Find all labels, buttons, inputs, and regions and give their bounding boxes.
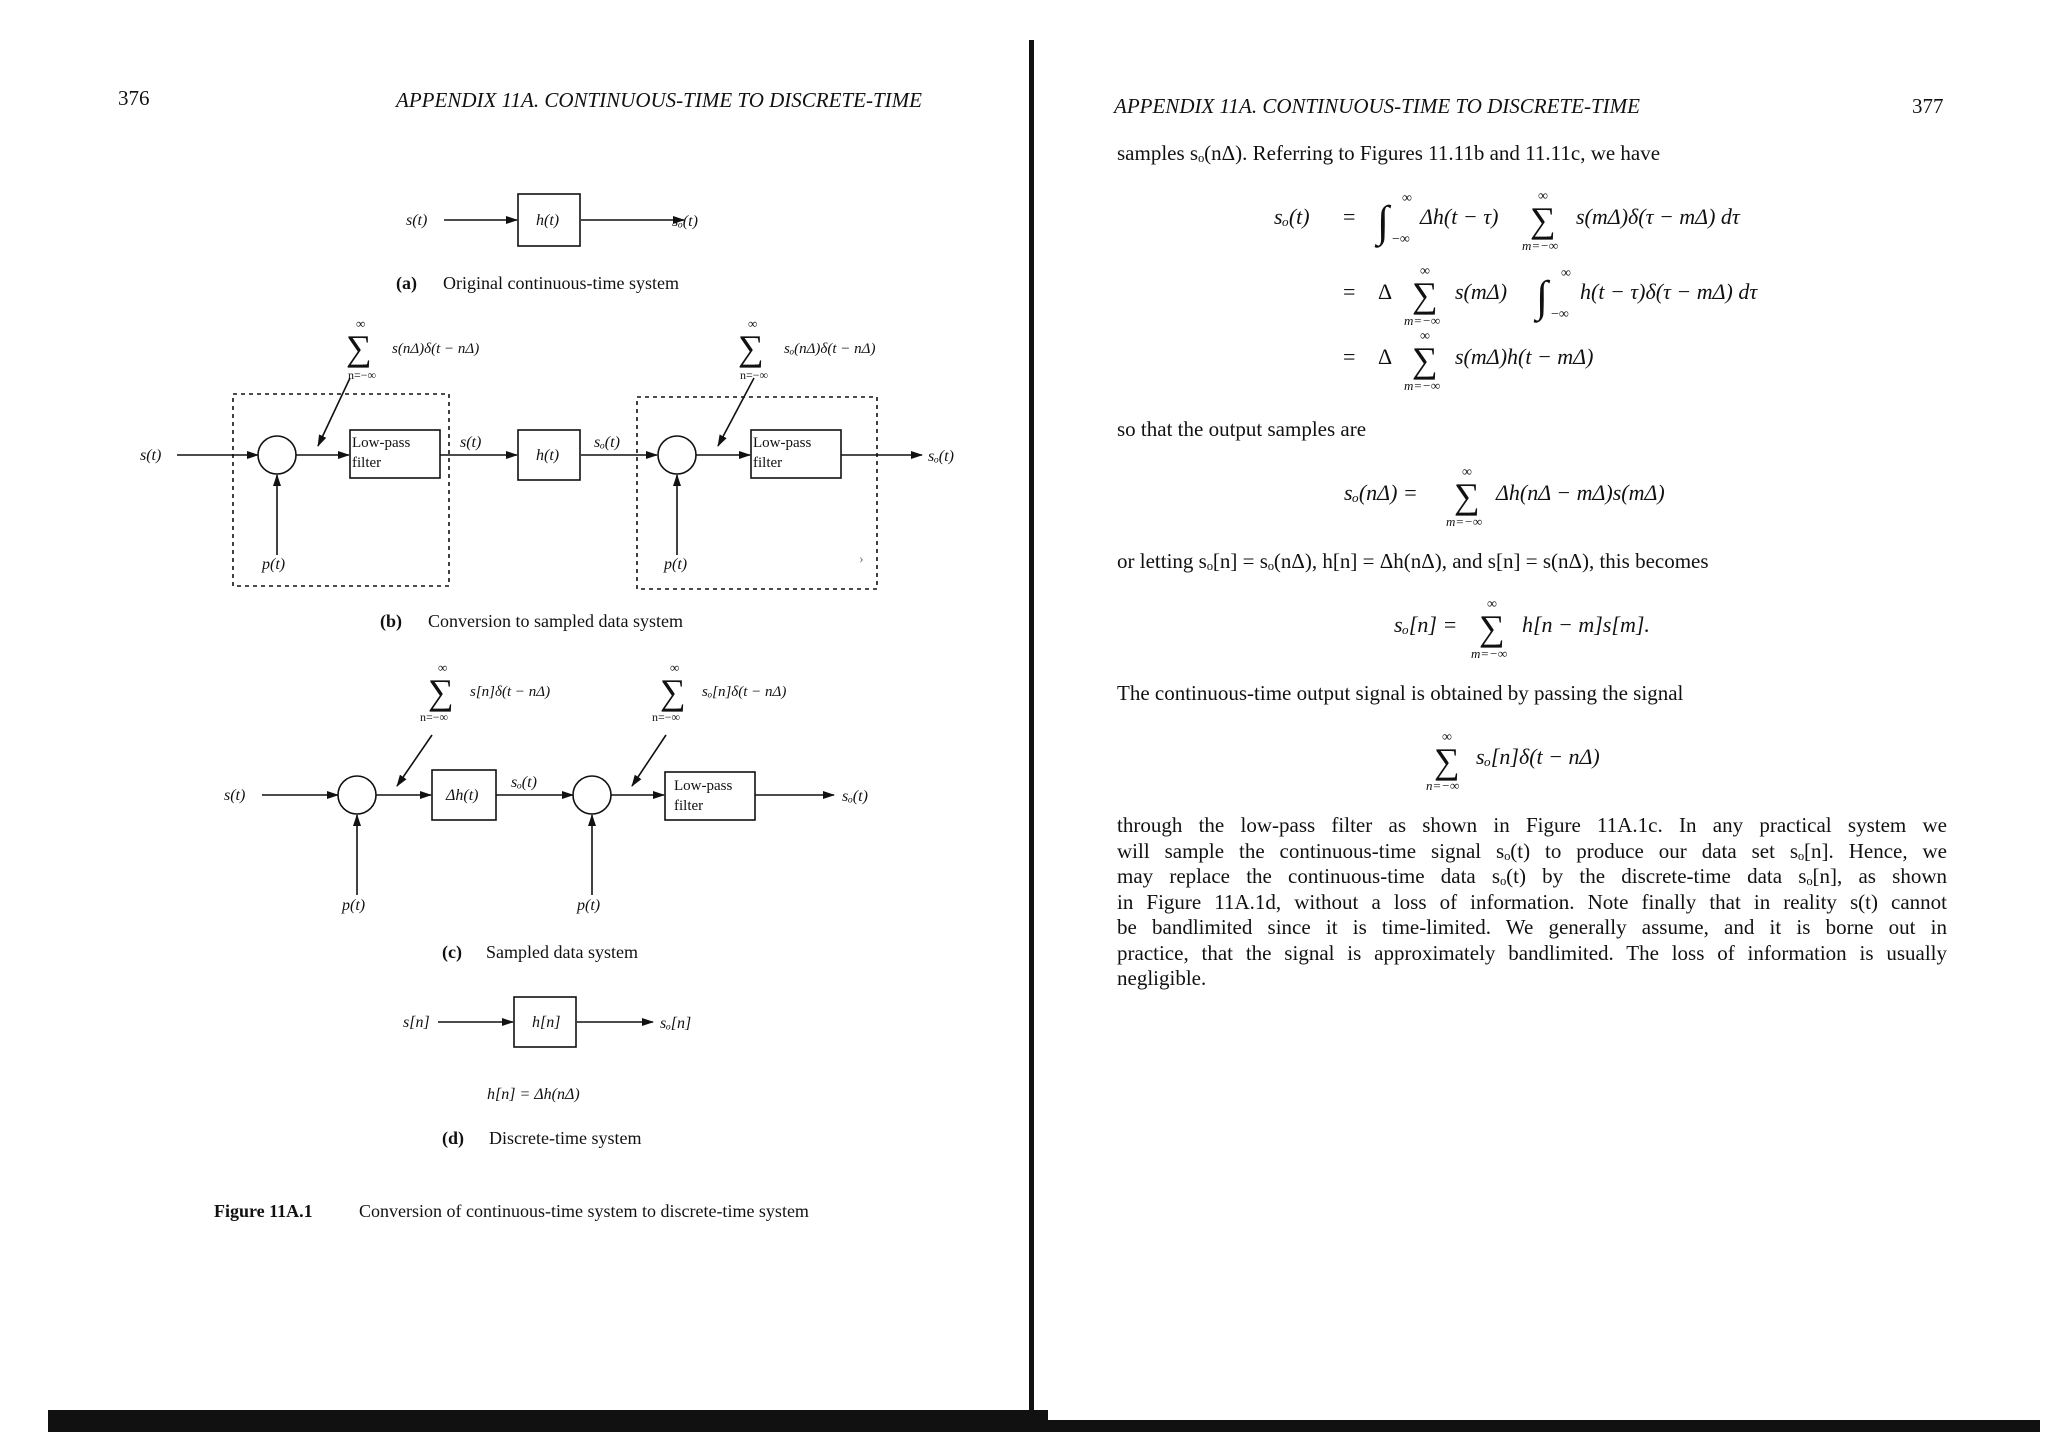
eq3-lhs: sₒ[n] = <box>1394 612 1458 637</box>
eq4-sum-upper: ∞ <box>1442 730 1452 745</box>
eq1-sum1-lower: m=−∞ <box>1522 238 1559 253</box>
equation-1 <box>1180 180 1820 405</box>
c-label: (c) <box>442 942 462 962</box>
eq2-sum-upper: ∞ <box>1462 465 1472 480</box>
a-output-label: sₒ(t) <box>672 213 698 230</box>
svg-text:›: › <box>859 552 864 567</box>
eq3-sum-upper: ∞ <box>1487 597 1497 612</box>
d-relation: h[n] = Δh(nΔ) <box>487 1086 580 1103</box>
para-5-line-7: negligible. <box>1117 966 1207 990</box>
a-block-label: h(t) <box>536 212 560 229</box>
b-lpf1-line1: Low-pass <box>352 435 411 451</box>
c-caption: Sampled data system <box>486 942 638 962</box>
para-5-line-3: may replace the continuous-time data sₒ(t) by the discrete-time data sₒ[n], as shown <box>1117 864 1947 888</box>
eq3-sum-lower: m=−∞ <box>1471 646 1508 661</box>
para-1: samples sₒ(nΔ). Referring to Figures 11.11b and 11.11c, we have <box>1117 141 1661 165</box>
scan-edge-bottom <box>48 1420 2040 1432</box>
right-running-head: APPENDIX 11A. CONTINUOUS-TIME TO DISCRETE-TIME <box>1114 94 1640 118</box>
c-sum1-sigma: ∑ <box>428 672 454 712</box>
eq1-eq2: = <box>1343 279 1356 304</box>
eq1-eq1: = <box>1343 204 1356 229</box>
figure-label: Figure 11A.1 <box>214 1201 313 1221</box>
equation-3 <box>1340 588 1700 668</box>
b-sum2-term: sₒ(nΔ)δ(t − nΔ) <box>784 341 876 357</box>
para-3: or letting sₒ[n] = sₒ(nΔ), h[n] = Δh(nΔ), and s[n] = s(nΔ), this becomes <box>1117 549 1709 573</box>
d-caption: Discrete-time system <box>489 1128 642 1148</box>
b-sum1-lower: n=−∞ <box>348 368 377 382</box>
c-input-label: s(t) <box>224 787 246 804</box>
eq4-sum-lower: n=−∞ <box>1426 778 1460 793</box>
b-output-label: sₒ(t) <box>928 448 954 465</box>
eq1-sum2-sigma: ∑ <box>1412 275 1438 315</box>
b-pulse-2: p(t) <box>664 556 688 573</box>
eq1-sum3-lower: m=−∞ <box>1404 378 1441 393</box>
b-lpf2-line2: filter <box>753 455 783 471</box>
eq1-l1-sumterm: s(mΔ)δ(τ − mΔ) dτ <box>1576 204 1740 229</box>
c-pulse-1: p(t) <box>342 897 366 914</box>
para-5-line-5: be bandlimited since it is time-limited. We generally assume, and it is borne out in <box>1117 915 1947 939</box>
equation-4 <box>1420 720 1680 800</box>
eq1-l2-integrand: h(t − τ)δ(τ − mΔ) dτ <box>1580 279 1758 304</box>
eq2-term: Δh(nΔ − mΔ)s(mΔ) <box>1496 480 1665 505</box>
para-5-line-6: practice, that the signal is approximately bandlimited. The loss of information is usually <box>1117 940 1947 965</box>
eq1-sum2-lower: m=−∞ <box>1404 313 1441 328</box>
eq1-int1: ∫ <box>1377 197 1390 246</box>
c-output-label: sₒ(t) <box>842 788 868 805</box>
eq1-lhs: sₒ(t) <box>1274 204 1310 229</box>
a-label: (a) <box>396 273 417 293</box>
b-label: (b) <box>380 611 402 631</box>
c-block-label: Δh(t) <box>446 787 479 804</box>
b-sum1-term: s(nΔ)δ(t − nΔ) <box>392 341 480 357</box>
d-label: (d) <box>442 1128 464 1148</box>
eq1-l3-delta: Δ <box>1378 344 1393 369</box>
eq1-sum3-upper: ∞ <box>1420 329 1430 344</box>
b-multiplier-1 <box>258 436 296 474</box>
scan-edge-bottom-left <box>48 1410 1048 1420</box>
left-running-head: APPENDIX 11A. CONTINUOUS-TIME TO DISCRETE-TIME <box>396 88 922 112</box>
b-sum2-upper: ∞ <box>748 316 758 331</box>
eq1-int2-lower: −∞ <box>1551 307 1569 322</box>
c-multiplier-2 <box>573 776 611 814</box>
b-block-label: h(t) <box>536 447 560 464</box>
d-block-label: h[n] <box>532 1014 561 1031</box>
b-lpf1-line2: filter <box>352 455 382 471</box>
b-out-signal: sₒ(t) <box>594 434 620 451</box>
eq3-sigma: ∑ <box>1479 608 1505 648</box>
d-output-label: sₒ[n] <box>660 1015 692 1032</box>
c-pulse-2: p(t) <box>577 897 601 914</box>
c-sum1-term: s[n]δ(t − nΔ) <box>470 684 551 700</box>
c-sum2-upper: ∞ <box>670 660 680 675</box>
eq1-int2-upper: ∞ <box>1561 266 1571 281</box>
eq1-sum3-sigma: ∑ <box>1412 340 1438 380</box>
c-multiplier-1 <box>338 776 376 814</box>
eq1-sum1-upper: ∞ <box>1538 189 1548 204</box>
a-caption: Original continuous-time system <box>443 273 679 293</box>
para-4: The continuous-time output signal is obtained by passing the signal <box>1117 681 1684 705</box>
b-caption: Conversion to sampled data system <box>428 611 683 631</box>
figure-caption: Conversion of continuous-time system to discrete-time system <box>359 1201 809 1221</box>
para-2: so that the output samples are <box>1117 417 1367 441</box>
equation-2 <box>1300 455 1760 535</box>
eq1-l1-integrand: Δh(t − τ) <box>1420 204 1499 229</box>
para-5 <box>1117 813 1947 992</box>
b-lpf2-line1: Low-pass <box>753 435 812 451</box>
left-page-number: 376 <box>118 86 150 110</box>
para-5-line-4: in Figure 11A.1d, without a loss of information. Note finally that in reality s(t) cannot <box>1117 889 1947 914</box>
c-lpf-line1: Low-pass <box>674 778 733 794</box>
b-sum2-lower: n=−∞ <box>740 368 769 382</box>
b-sum2-sigma: ∑ <box>738 328 764 368</box>
eq1-l3-sumterm: s(mΔ)h(t − mΔ) <box>1455 344 1594 369</box>
eq4-sigma: ∑ <box>1434 741 1460 781</box>
c-mid-signal: sₒ(t) <box>511 774 537 791</box>
eq2-sum-lower: m=−∞ <box>1446 514 1483 529</box>
para-5-line-2: will sample the continuous-time signal sₒ(t) to produce our data set sₒ[n]. Hence, we <box>1117 838 1947 863</box>
b-mid-signal: s(t) <box>460 434 482 451</box>
c-sum1-upper: ∞ <box>438 660 448 675</box>
c-sum1-lower: n=−∞ <box>420 710 449 724</box>
eq1-int1-upper: ∞ <box>1402 191 1412 206</box>
c-sum2-lower: n=−∞ <box>652 710 681 724</box>
para-5-line-1: through the low-pass filter as shown in Figure 11A.1c. In any practical system we <box>1117 813 1947 837</box>
c-lpf-line2: filter <box>674 798 704 814</box>
c-sum2-sigma: ∑ <box>660 672 686 712</box>
eq4-term: sₒ[n]δ(t − nΔ) <box>1476 744 1600 769</box>
eq1-int2: ∫ <box>1536 272 1549 321</box>
b-sum1-upper: ∞ <box>356 316 366 331</box>
figure-11a-1 <box>0 0 1030 1240</box>
b-multiplier-2 <box>658 436 696 474</box>
right-page-number: 377 <box>1912 94 1944 118</box>
eq1-l2-delta: Δ <box>1378 279 1393 304</box>
eq1-eq3: = <box>1343 344 1356 369</box>
eq2-lhs: sₒ(nΔ) = <box>1344 480 1418 505</box>
eq1-l2-sumterm: s(mΔ) <box>1455 279 1508 304</box>
a-input-label: s(t) <box>406 212 428 229</box>
b-sum1-sigma: ∑ <box>346 328 372 368</box>
eq1-sum1-sigma: ∑ <box>1530 200 1556 240</box>
eq1-int1-lower: −∞ <box>1392 232 1410 247</box>
d-input-label: s[n] <box>403 1014 430 1031</box>
b-input-label: s(t) <box>140 447 162 464</box>
eq2-sigma: ∑ <box>1454 476 1480 516</box>
c-sum2-term: sₒ[n]δ(t − nΔ) <box>702 684 787 700</box>
eq3-term: h[n − m]s[m]. <box>1522 612 1650 637</box>
eq1-sum2-upper: ∞ <box>1420 264 1430 279</box>
b-pulse-1: p(t) <box>262 556 286 573</box>
